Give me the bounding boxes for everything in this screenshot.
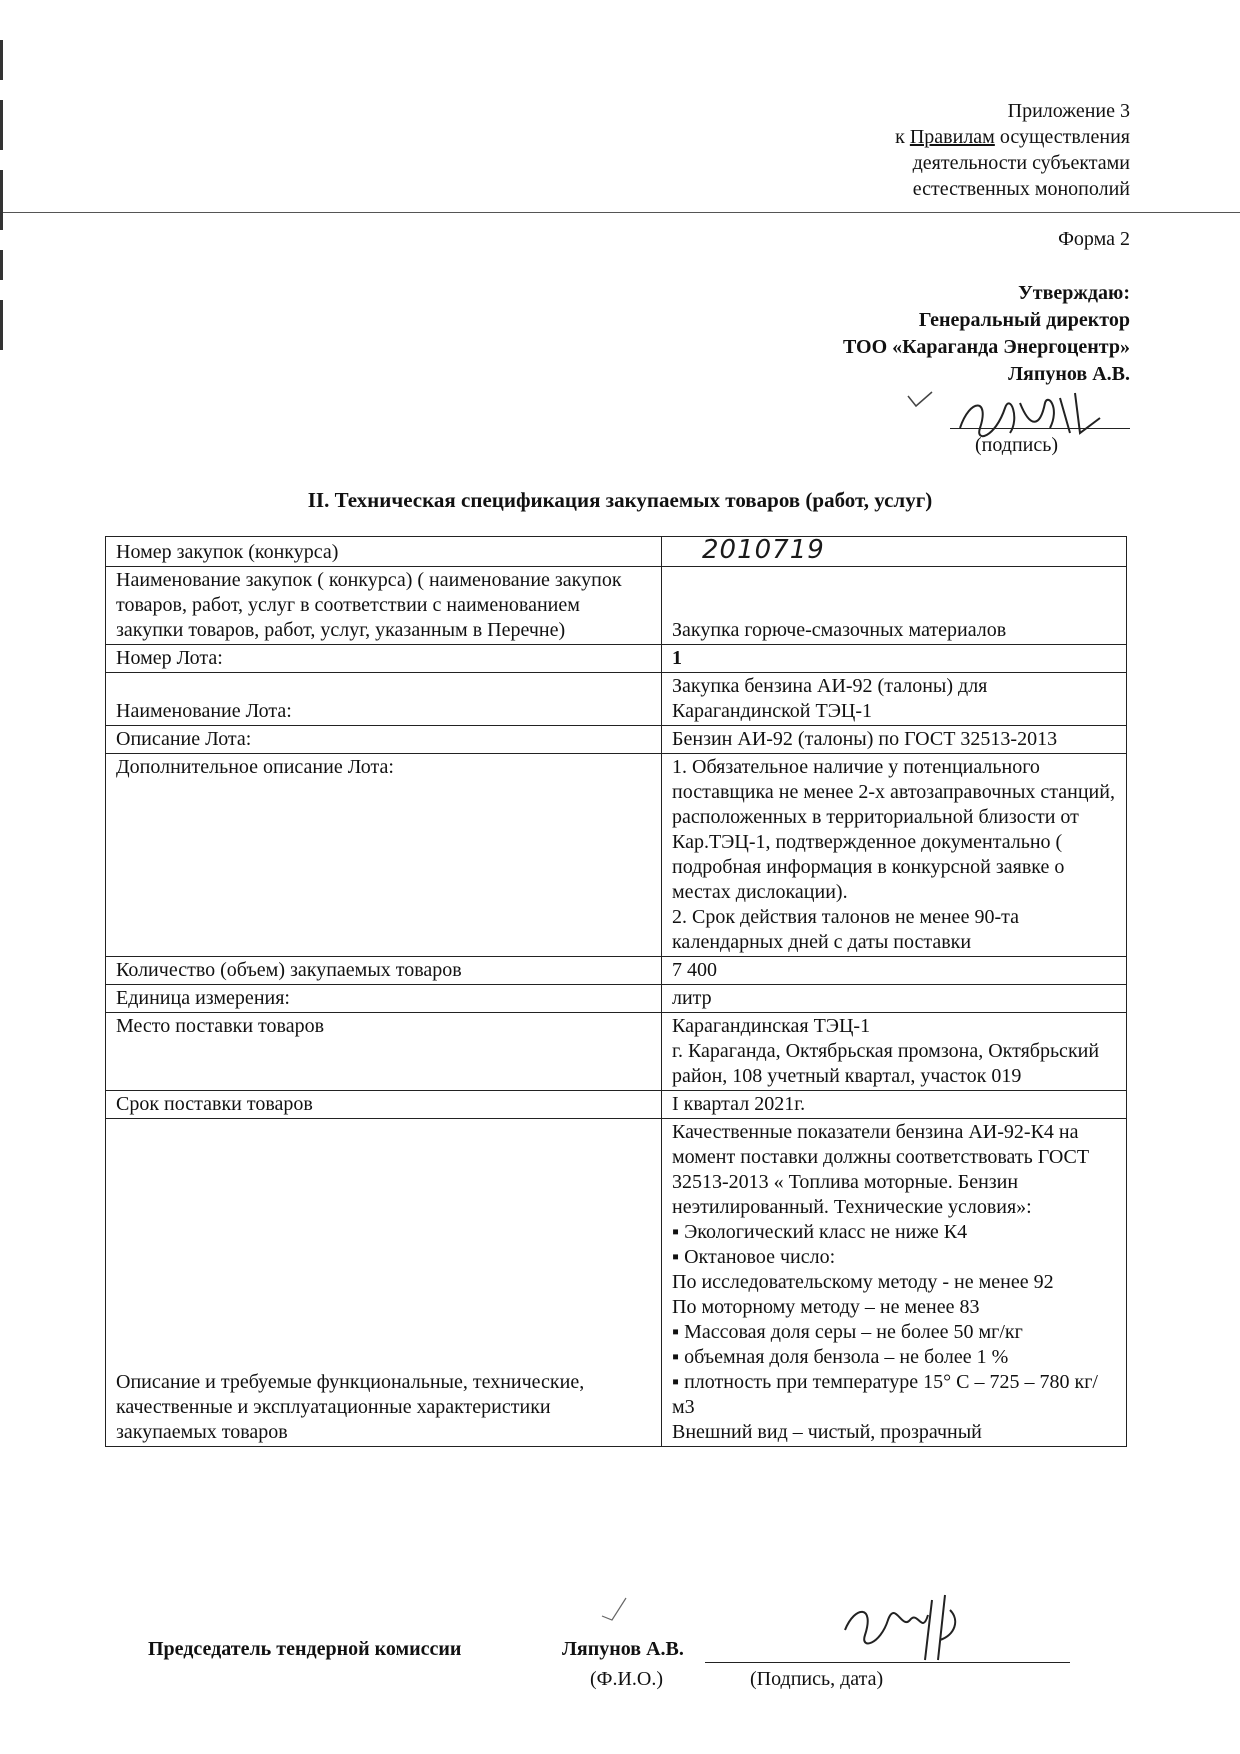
handwritten-procurement-number: 2010719 [702,535,825,565]
spec-line: По исследовательскому методу - не менее 92 [672,1271,1054,1293]
form-number: Форма 2 [1058,228,1130,250]
extra-description-2: 2. Срок действия талонов не менее 90-та календарных дней с даты поставки [672,906,1020,953]
spec-line: Внешний вид – чистый, прозрачный [672,1421,982,1443]
row-label: Наименование Лота: [106,673,662,726]
annex-header [895,98,1130,202]
row-value: Бензин АИ-92 (талоны) по ГОСТ 32513-2013 [662,726,1127,754]
director-signature [950,388,1130,478]
spec-line: ▪ Октановое число: [672,1246,836,1268]
commission-chair-name: Ляпунов А.В. [562,1638,684,1660]
delivery-place-2: г. Караганда, Октябрьская промзона, Октябрьский район, 108 учетный квартал, участок 019 [672,1040,1100,1087]
table-row [106,673,1127,726]
table-row [106,645,1127,673]
extra-description-1: 1. Обязательное наличие у потенциального поставщика не менее 2-х автозаправочных станций, расположенных в территориальной близости от Кар.ТЭЦ-1, подтвержденное документально ( подробная информация в конкурсной заявке о местах дислокации). [672,756,1115,903]
spec-line: ▪ Массовая доля серы – не более 50 мг/кг [672,1321,1023,1343]
rules-link: Правилам [909,126,995,148]
table-row [106,726,1127,754]
spec-line: По моторному методу – не менее 83 [672,1296,980,1318]
fio-caption: (Ф.И.О.) [590,1668,664,1690]
row-label: Наименование закупок ( конкурса) ( наименование закупок товаров, работ, услуг в соответствии с наименованием закупки товаров, работ, услуг, указанным в Перечне) [106,567,662,645]
table-row [106,567,1127,645]
scan-artifact-line [0,212,1240,213]
annex-line-2 [895,124,1130,150]
row-value: I квартал 2021г. [662,1091,1127,1119]
row-label: Количество (объем) закупаемых товаров [106,957,662,985]
approval-line-1: Утверждаю: [1018,282,1130,304]
row-label: Описание и требуемые функциональные, технические, качественные и эксплуатационные характеристики закупаемых товаров [106,1119,662,1447]
spec-line: ▪ плотность при температуре 15° С – 725 – 780 кг/м3 [672,1371,1098,1418]
row-value [662,1013,1127,1091]
annex-line-1: Приложение 3 [1007,100,1130,122]
approval-block [843,280,1130,388]
row-value: Закупка горюче-смазочных материалов [662,567,1127,645]
annex-prefix: к [895,126,910,148]
chair-signature-line [705,1662,1070,1663]
table-row [106,957,1127,985]
table-row [106,985,1127,1013]
annex-line-3: деятельности субъектами [912,152,1130,174]
section-title: II. Техническая спецификация закупаемых товаров (работ, услуг) [307,488,933,512]
spec-line: Качественные показатели бензина АИ-92-К4 на момент поставки должны соответствовать ГОСТ 32513-2013 « Топлива моторные. Бензин неэтилированный. Технические условия»: [672,1121,1090,1218]
chairman-signature [840,1590,970,1670]
delivery-place-1: Карагандинская ТЭЦ-1 [672,1015,871,1037]
table-row [106,754,1127,957]
annex-line-4: естественных монополий [912,178,1130,200]
signature-date-caption: (Подпись, дата) [750,1668,884,1690]
row-label: Срок поставки товаров [106,1091,662,1119]
approval-line-3: ТОО «Караганда Энергоцентр» [842,336,1130,358]
table-row [106,1091,1127,1119]
spec-line: ▪ Экологический класс не ниже К4 [672,1221,968,1243]
specification-table [105,536,1127,1447]
annex-suffix: осуществления [994,126,1130,148]
row-value [662,754,1127,957]
row-label: Номер Лота: [106,645,662,673]
row-value [662,537,1127,567]
row-value [662,1119,1127,1447]
commission-chair-label: Председатель тендерной комиссии [148,1638,462,1660]
signature-caption: (подпись) [975,434,1059,456]
row-value: 1 [662,645,1127,673]
row-label: Номер закупок (конкурса) [106,537,662,567]
row-label: Единица измерения: [106,985,662,1013]
table-row [106,537,1127,567]
row-label: Описание Лота: [106,726,662,754]
row-label: Дополнительное описание Лота: [106,754,662,957]
scan-edge-marks [0,40,10,360]
row-value: 7 400 [662,957,1127,985]
row-value: литр [662,985,1127,1013]
handwritten-tick [906,390,936,410]
director-signature-line [950,428,1130,429]
spec-line: ▪ объемная доля бензола – не более 1 % [672,1346,1009,1368]
row-label: Место поставки товаров [106,1013,662,1091]
handwritten-tick [600,1596,630,1622]
row-value: Закупка бензина АИ-92 (талоны) для Карагандинской ТЭЦ-1 [662,673,1127,726]
approval-line-4: Ляпунов А.В. [1008,363,1130,385]
table-row [106,1013,1127,1091]
approval-line-2: Генеральный директор [918,309,1130,331]
table-row [106,1119,1127,1447]
